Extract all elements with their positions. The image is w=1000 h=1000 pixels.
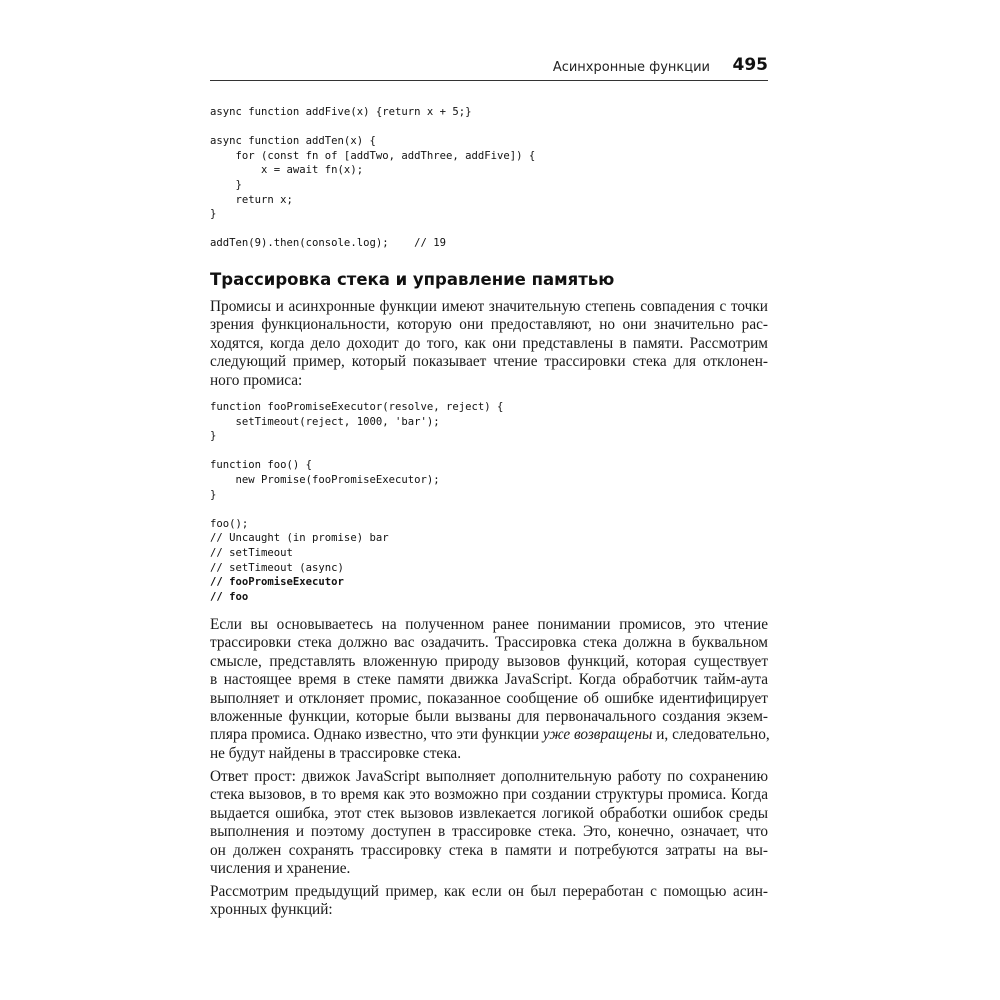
code-line	[210, 444, 503, 459]
code-line: // fooPromiseExecutor	[210, 576, 344, 589]
code-line	[210, 222, 535, 237]
code-line: async function addTen(x) {	[210, 135, 376, 148]
text-line: выполнения и поэтому доступен в трассировке стека. Это, конечно, означает, что	[210, 823, 768, 841]
code-block-addten	[210, 105, 535, 251]
code-line: return x;	[210, 193, 293, 206]
text-line: Рассмотрим предыдущий пример, как если он был переработан с помощью асин-	[210, 883, 768, 900]
text-line: вложенные функции, которые были вызваны для первоначального создания экзем-	[210, 707, 768, 725]
text-line: выполняет и отклоняет промис, показанное сообщение об ошибке идентифицирует	[210, 689, 768, 707]
text-line: ходятся, когда дело доходит до того, как они представлены в памяти. Рассмотрим	[210, 334, 768, 352]
code-line: }	[210, 430, 217, 443]
chapter-title: Асинхронные функции	[552, 60, 710, 75]
code-line: function fooPromiseExecutor(resolve, reject) {	[210, 401, 504, 413]
code-line: function foo() {	[210, 459, 313, 472]
text-line: он должен сохранять трассировку стека в памяти и потребуются затраты на вы-	[210, 841, 768, 859]
code-line: for (const fn of [addTwo, addThree, addFive]) {	[210, 149, 536, 162]
text-line: Ответ прост: движок JavaScript выполняет дополнительную работу по сохранению	[210, 768, 768, 785]
code-line	[210, 502, 503, 517]
running-header	[210, 55, 768, 81]
code-block-foo	[210, 400, 503, 604]
code-line: }	[210, 178, 242, 191]
code-line: setTimeout(reject, 1000, 'bar');	[210, 415, 440, 428]
page-number: 495	[732, 55, 768, 75]
text-line: Если вы основываетесь на полученном ранее понимании промисов, это чтение	[210, 616, 768, 633]
code-line: new Promise(fooPromiseExecutor);	[210, 473, 440, 486]
paragraph-intro	[210, 298, 768, 390]
text-segment: и, следовательно,	[656, 726, 770, 744]
book-page	[210, 0, 768, 1000]
code-line: async function addFive(x) {return x + 5;}	[210, 106, 472, 118]
code-line: addTen(9).then(console.log); // 19	[210, 237, 446, 250]
text-line: хронных функций:	[210, 901, 333, 919]
code-line: // setTimeout	[210, 546, 293, 559]
text-line	[210, 726, 768, 744]
section-heading: Трассировка стека и управление памятью	[210, 270, 615, 289]
code-line: }	[210, 488, 217, 501]
text-line: числения и хранение.	[210, 859, 351, 877]
text-line: ного промиса:	[210, 371, 303, 389]
text-line: в настоящее время в стеке памяти движка JavaScript. Когда обработчик тайм-аута	[210, 671, 768, 689]
text-line: выдается ошибка, этот стек вызовов извлекается логикой обработки ошибок среды	[210, 804, 768, 822]
text-line: Промисы и асинхронные функции имеют значительную степень совпадения с точки	[210, 298, 768, 315]
text-segment: пляра промиса. Однако известно, что эти функции	[210, 726, 540, 744]
text-line: следующий пример, который показывает чтение трассировки стека для отклонен-	[210, 353, 768, 371]
code-line: // setTimeout (async)	[210, 561, 344, 574]
italic-emphasis: уже возвращены	[542, 726, 653, 744]
paragraph-stack-trace	[210, 616, 768, 763]
text-line: зрения функциональности, которую они предоставляют, но они значительно рас-	[210, 316, 768, 334]
code-line	[210, 120, 535, 135]
text-line: не будут найдены в трассировке стека.	[210, 744, 462, 762]
text-line: стека вызовов, в то время как это возможно при создании структуры промиса. Когда	[210, 786, 768, 804]
code-line: }	[210, 208, 217, 221]
code-line: x = await fn(x);	[210, 164, 364, 177]
paragraph-answer	[210, 768, 768, 878]
text-line: трассировки стека должно вас озадачить. Трассировка стека должна в буквальном	[210, 634, 768, 652]
paragraph-next-example	[210, 883, 768, 920]
text-line: смысле, представлять вложенную природу вызовов функций, которая существует	[210, 652, 768, 670]
code-line: // foo	[210, 590, 249, 603]
code-line: foo();	[210, 517, 249, 530]
code-line: // Uncaught (in promise) bar	[210, 532, 389, 545]
